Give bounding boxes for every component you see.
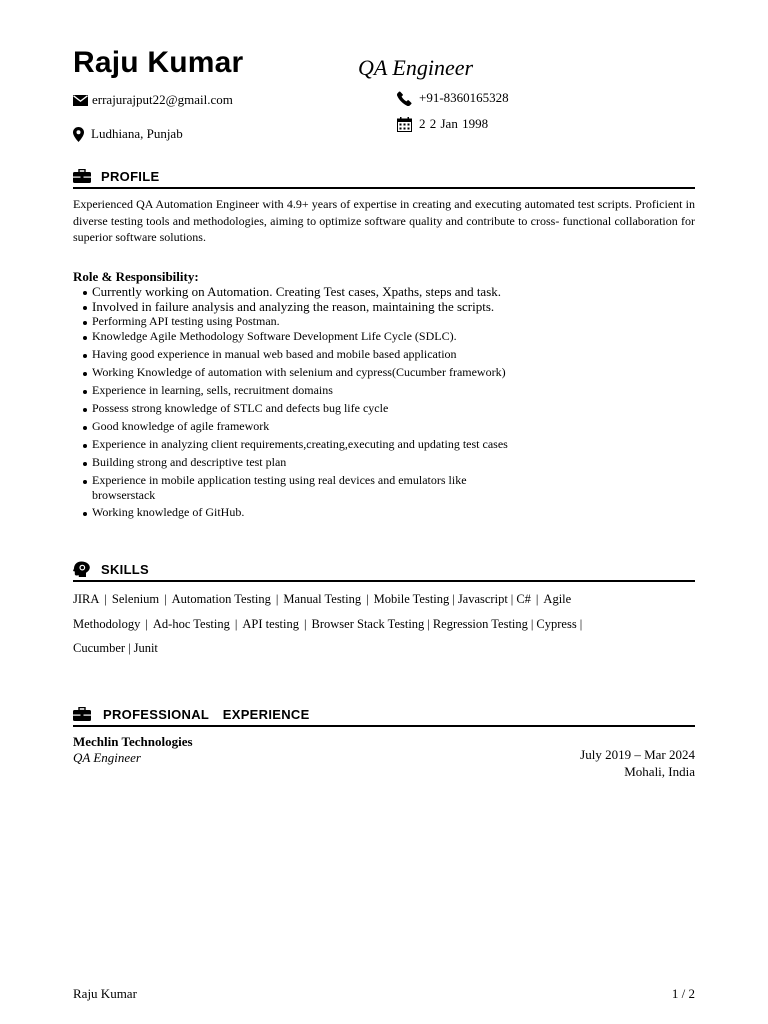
page-number: 1 / 2	[671, 986, 695, 1001]
head-gear-icon	[73, 561, 93, 577]
list-item: Performing API testing using Postman.	[80, 314, 550, 329]
role-heading: Role & Responsibility:	[73, 269, 199, 284]
list-item: Experience in learning, sells, recruitment domains	[80, 383, 550, 398]
list-item: Good knowledge of agile framework	[80, 419, 550, 434]
employment-dates: July 2019 – Mar 2024	[580, 747, 695, 762]
profile-summary: Experienced QA Automation Engineer with 4.9+ years of expertise in creating and executing automated test scripts. Proficient in diverse testing tools and methodologies, aiming to optimize software quality and contribute to cross- functional collaboration for superior software solutions.	[73, 197, 695, 244]
skill-item: C#	[516, 592, 531, 606]
list-item: Working knowledge of GitHub.	[80, 505, 550, 520]
skill-item: Javascript	[457, 592, 508, 606]
skills-list: JIRA | Selenium | Automation Testing | Manual Testing | Mobile Testing | Javascript | C# | Agile Methodology | Ad-hoc Testing | API testing | Browser Stack Testing | Regression Testing | Cypress | Cucumber | Junit	[73, 592, 583, 655]
job-location: Mohali, India	[624, 764, 695, 779]
skill-item: Regression Testing	[432, 616, 528, 631]
dob-text: 2 2 Jan 1998	[419, 116, 489, 131]
skill-item: JIRA	[73, 592, 100, 606]
phone-contact	[397, 90, 509, 106]
skill-item: Agile Methodology	[73, 592, 572, 631]
skill-item: Selenium	[111, 592, 160, 606]
skill-item: Junit	[133, 641, 158, 655]
resume-name: Raju Kumar	[73, 46, 244, 79]
briefcase-icon	[73, 168, 93, 184]
list-item: Experience in analyzing client requirements,creating,executing and updating test cases	[80, 437, 550, 452]
list-item: Having good experience in manual web based and mobile based application	[80, 347, 550, 362]
list-item: Experience in mobile application testing using real devices and emulators like browserstack	[80, 473, 522, 503]
responsibilities-list	[80, 284, 550, 520]
skill-item: Manual Testing	[283, 592, 362, 606]
list-item: Possess strong knowledge of STLC and defects bug life cycle	[80, 401, 550, 416]
skills-heading: SKILLS	[101, 561, 150, 577]
list-item: Currently working on Automation. Creating Test cases, Xpaths, steps and task.	[80, 284, 550, 299]
dob-contact	[397, 116, 488, 132]
phone-icon	[397, 91, 412, 106]
experience-heading: PROFESSIONAL EXPERIENCE	[103, 706, 310, 722]
experience-section-header	[73, 703, 695, 727]
profile-section-header	[73, 165, 695, 189]
skill-item: API testing	[242, 616, 300, 631]
location-contact	[73, 126, 183, 142]
footer-name: Raju Kumar	[73, 986, 137, 1001]
skill-item: Ad-hoc Testing	[152, 616, 230, 631]
list-item: Working Knowledge of automation with selenium and cypress(Cucumber framework)	[80, 365, 550, 380]
calendar-icon	[397, 117, 412, 132]
skill-item: Automation Testing	[171, 592, 271, 606]
list-item: Building strong and descriptive test plan	[80, 455, 550, 470]
email-text: errajurajput22@gmail.com	[92, 92, 233, 107]
briefcase-icon	[73, 706, 93, 722]
list-item: Knowledge Agile Methodology Software Development Life Cycle (SDLC).	[80, 329, 550, 344]
email-contact	[73, 92, 233, 108]
map-pin-icon	[73, 127, 84, 142]
profile-heading: PROFILE	[101, 168, 160, 184]
phone-text: +91-8360165328	[419, 90, 509, 105]
list-item: Involved in failure analysis and analyzing the reason, maintaining the scripts.	[80, 299, 550, 314]
job-title: QA Engineer	[358, 55, 474, 80]
skill-item: Mobile Testing	[373, 592, 450, 606]
company-name: Mechlin Technologies	[73, 734, 193, 749]
skill-item: Cypress	[536, 616, 577, 631]
job-role: QA Engineer	[73, 750, 141, 765]
envelope-icon	[73, 95, 88, 106]
skills-section-header	[73, 558, 695, 582]
skill-item: Browser Stack Testing	[311, 616, 425, 631]
skill-item: Cucumber	[73, 641, 126, 655]
location-text: Ludhiana, Punjab	[91, 126, 183, 141]
